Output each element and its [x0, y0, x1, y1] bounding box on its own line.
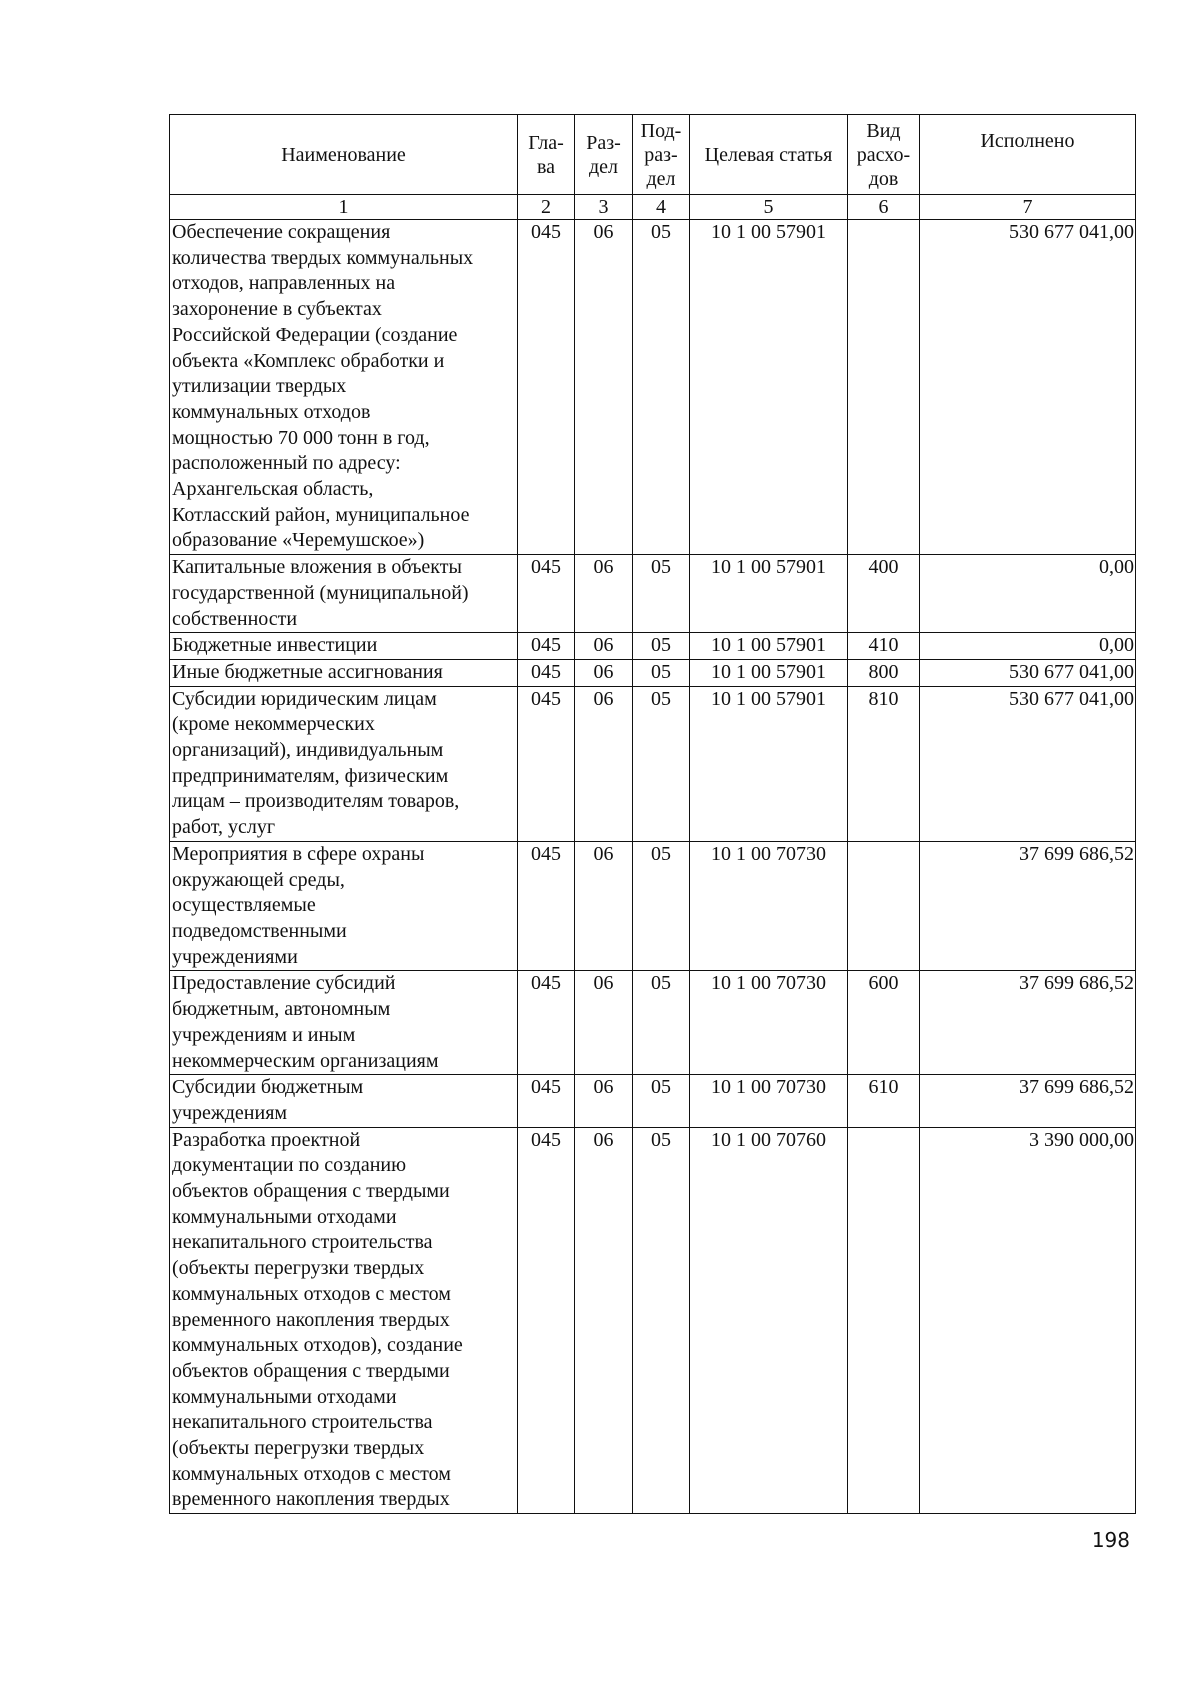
row-executed-amount-cell: 530 677 041,00	[920, 659, 1136, 686]
row-glava-cell: 045	[518, 971, 575, 1075]
row-expense-type-cell: 810	[848, 686, 920, 841]
row-target-article-cell: 10 1 00 70730	[690, 841, 848, 971]
row-razdel-cell: 06	[575, 633, 633, 660]
header-executed: Исполнено	[920, 115, 1136, 195]
row-podrazdel-cell: 05	[633, 220, 690, 555]
header-glava: Гла- ва	[518, 115, 575, 195]
row-podrazdel-cell: 05	[633, 633, 690, 660]
row-podrazdel-cell: 05	[633, 555, 690, 633]
column-number: 3	[575, 195, 633, 220]
row-target-article-cell: 10 1 00 57901	[690, 220, 848, 555]
budget-execution-table	[169, 114, 1136, 1514]
column-number: 6	[848, 195, 920, 220]
row-expense-type-cell	[848, 1127, 920, 1514]
column-number: 1	[170, 195, 518, 220]
row-podrazdel-cell: 05	[633, 971, 690, 1075]
header-podrazdel: Под- раз- дел	[633, 115, 690, 195]
row-glava-cell: 045	[518, 686, 575, 841]
table-row	[170, 686, 1136, 841]
row-glava-cell: 045	[518, 841, 575, 971]
row-name-cell: Субсидии юридическим лицам (кроме некоммерческих организаций), индивидуальным предпринимателям, физическим лицам – производителям товаров, работ, услуг	[170, 686, 518, 841]
row-name-cell: Предоставление субсидий бюджетным, автономным учреждениям и иным некоммерческим организациям	[170, 971, 518, 1075]
row-target-article-cell: 10 1 00 57901	[690, 633, 848, 660]
row-executed-amount-cell: 37 699 686,52	[920, 841, 1136, 971]
column-number: 2	[518, 195, 575, 220]
table-row	[170, 841, 1136, 971]
row-podrazdel-cell: 05	[633, 686, 690, 841]
row-expense-type-cell: 610	[848, 1075, 920, 1127]
row-glava-cell: 045	[518, 1075, 575, 1127]
row-name-cell: Обеспечение сокращения количества твердых коммунальных отходов, направленных на захоронение в субъектах Российской Федерации (создание объекта «Комплекс обработки и утилизации твердых коммунальных отходов мощностью 70 000 тонн в год, расположенный по адресу: Архангельская область, Котласский район, муниципальное образование «Черемушское»)	[170, 220, 518, 555]
table-row	[170, 659, 1136, 686]
table-row	[170, 971, 1136, 1075]
row-executed-amount-cell: 0,00	[920, 555, 1136, 633]
row-target-article-cell: 10 1 00 70730	[690, 971, 848, 1075]
row-razdel-cell: 06	[575, 971, 633, 1075]
row-razdel-cell: 06	[575, 1127, 633, 1514]
row-podrazdel-cell: 05	[633, 1127, 690, 1514]
row-name-cell: Субсидии бюджетным учреждениям	[170, 1075, 518, 1127]
row-podrazdel-cell: 05	[633, 659, 690, 686]
row-expense-type-cell	[848, 841, 920, 971]
row-executed-amount-cell: 37 699 686,52	[920, 971, 1136, 1075]
row-expense-type-cell: 410	[848, 633, 920, 660]
row-target-article-cell: 10 1 00 57901	[690, 555, 848, 633]
table-row	[170, 633, 1136, 660]
column-number-row	[170, 195, 1136, 220]
header-expense-type: Вид расхо- дов	[848, 115, 920, 195]
row-executed-amount-cell: 37 699 686,52	[920, 1075, 1136, 1127]
row-executed-amount-cell: 530 677 041,00	[920, 686, 1136, 841]
row-glava-cell: 045	[518, 555, 575, 633]
row-razdel-cell: 06	[575, 841, 633, 971]
table-row	[170, 1127, 1136, 1514]
row-expense-type-cell	[848, 220, 920, 555]
table-row	[170, 220, 1136, 555]
row-glava-cell: 045	[518, 220, 575, 555]
row-glava-cell: 045	[518, 1127, 575, 1514]
row-razdel-cell: 06	[575, 686, 633, 841]
row-razdel-cell: 06	[575, 1075, 633, 1127]
row-name-cell: Разработка проектной документации по созданию объектов обращения с твердыми коммунальными отходами некапитального строительства (объекты перегрузки твердых коммунальных отходов с местом временного накопления твердых коммунальных отходов), создание объектов обращения с твердыми коммунальными отходами некапитального строительства (объекты перегрузки твердых коммунальных отходов с местом временного накопления твердых	[170, 1127, 518, 1514]
column-number: 5	[690, 195, 848, 220]
row-name-cell: Иные бюджетные ассигнования	[170, 659, 518, 686]
row-target-article-cell: 10 1 00 57901	[690, 659, 848, 686]
page-number: 198	[1091, 1528, 1130, 1552]
row-glava-cell: 045	[518, 633, 575, 660]
column-number: 7	[920, 195, 1136, 220]
row-executed-amount-cell: 530 677 041,00	[920, 220, 1136, 555]
row-razdel-cell: 06	[575, 555, 633, 633]
header-razdel: Раз- дел	[575, 115, 633, 195]
row-podrazdel-cell: 05	[633, 841, 690, 971]
header-row	[170, 115, 1136, 195]
row-razdel-cell: 06	[575, 659, 633, 686]
row-target-article-cell: 10 1 00 70760	[690, 1127, 848, 1514]
row-razdel-cell: 06	[575, 220, 633, 555]
row-target-article-cell: 10 1 00 57901	[690, 686, 848, 841]
row-executed-amount-cell: 3 390 000,00	[920, 1127, 1136, 1514]
table-row	[170, 1075, 1136, 1127]
row-name-cell: Капитальные вложения в объекты государственной (муниципальной) собственности	[170, 555, 518, 633]
row-target-article-cell: 10 1 00 70730	[690, 1075, 848, 1127]
row-name-cell: Бюджетные инвестиции	[170, 633, 518, 660]
row-expense-type-cell: 800	[848, 659, 920, 686]
table-row	[170, 555, 1136, 633]
table-body	[170, 195, 1136, 1514]
row-expense-type-cell: 600	[848, 971, 920, 1075]
row-expense-type-cell: 400	[848, 555, 920, 633]
header-target-article: Целевая статья	[690, 115, 848, 195]
row-podrazdel-cell: 05	[633, 1075, 690, 1127]
row-executed-amount-cell: 0,00	[920, 633, 1136, 660]
row-name-cell: Мероприятия в сфере охраны окружающей среды, осуществляемые подведомственными учреждениями	[170, 841, 518, 971]
header-name: Наименование	[170, 115, 518, 195]
row-glava-cell: 045	[518, 659, 575, 686]
column-number: 4	[633, 195, 690, 220]
